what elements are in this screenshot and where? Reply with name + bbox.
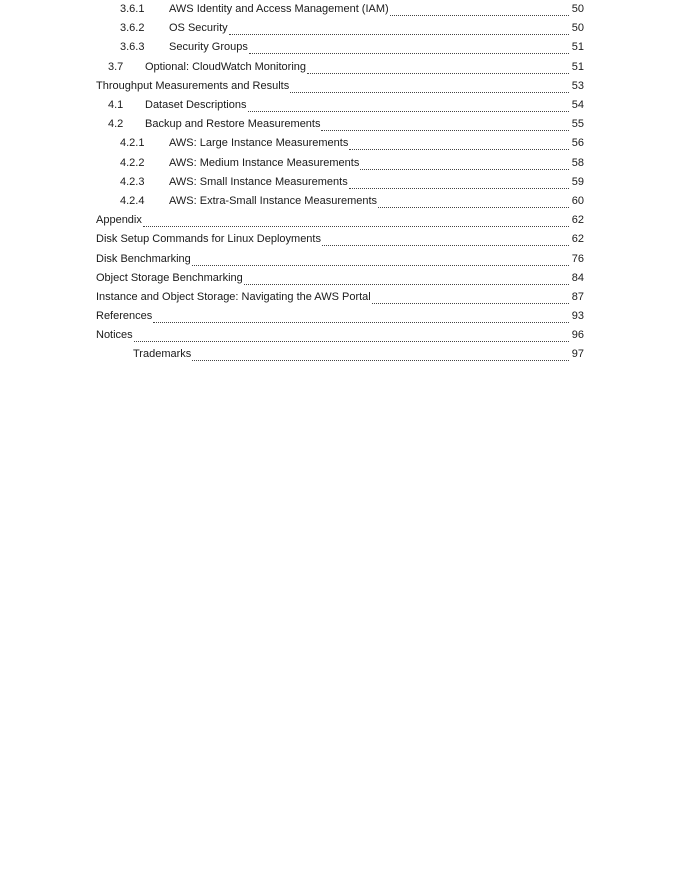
toc-entry[interactable] <box>96 326 584 345</box>
toc-entry[interactable] <box>96 345 584 364</box>
toc-entry[interactable] <box>96 211 584 230</box>
toc-entry-number: 4.2.1 <box>120 137 145 150</box>
toc-entry-number: 3.6.1 <box>120 3 145 16</box>
toc-entry[interactable] <box>96 0 584 19</box>
dot-leader <box>134 331 569 342</box>
dot-leader <box>244 274 569 285</box>
toc-entry-title: AWS: Extra-Small Instance Measurements <box>169 194 378 207</box>
toc-entry-title: Appendix <box>96 214 142 227</box>
toc-entry-page-number: 51 <box>571 60 584 73</box>
dot-leader <box>349 139 569 150</box>
dot-leader <box>229 24 569 35</box>
dot-leader <box>378 197 569 208</box>
dot-leader <box>349 178 569 189</box>
toc-entry-title: Object Storage Benchmarking <box>96 271 243 284</box>
toc-entry-page-number: 76 <box>571 252 584 265</box>
toc-entry-title: Disk Setup Commands for Linux Deployments <box>96 233 321 246</box>
toc-entry-page-number: 97 <box>571 348 584 361</box>
dot-leader <box>249 43 569 54</box>
dot-leader <box>390 5 569 16</box>
toc-entry-title: Notices <box>96 329 133 342</box>
toc-entry-number: 4.2.2 <box>120 156 145 169</box>
toc-entry-title: Optional: CloudWatch Monitoring <box>145 60 307 73</box>
toc-entry-title: Throughput Measurements and Results <box>96 79 290 92</box>
toc-entry-number: 4.1 <box>108 99 124 112</box>
dot-leader <box>192 350 569 361</box>
toc-entry-page-number: 50 <box>571 22 584 35</box>
toc-entry[interactable] <box>96 96 584 115</box>
toc-entry-title: Disk Benchmarking <box>96 252 191 265</box>
dot-leader <box>372 293 569 304</box>
toc-entry-page-number: 60 <box>571 194 584 207</box>
toc-entry-page-number: 50 <box>571 3 584 16</box>
toc-entry-page-number: 55 <box>571 118 584 131</box>
toc-entry-title: AWS: Small Instance Measurements <box>169 175 348 188</box>
toc-entry-number: 4.2.4 <box>120 194 145 207</box>
dot-leader <box>153 312 569 323</box>
toc-entry-page-number: 87 <box>571 290 584 303</box>
toc-entry-number: 4.2 <box>108 118 124 131</box>
toc-entry-page-number: 53 <box>571 79 584 92</box>
toc-entry-title: References <box>96 310 153 323</box>
toc-entry-page-number: 51 <box>571 41 584 54</box>
toc-entry[interactable] <box>96 154 584 173</box>
toc-entry-page-number: 96 <box>571 329 584 342</box>
dot-leader <box>307 63 569 74</box>
toc-entry[interactable] <box>96 269 584 288</box>
toc-entry[interactable] <box>96 58 584 77</box>
table-of-contents <box>96 0 584 365</box>
toc-entry-page-number: 58 <box>571 156 584 169</box>
dot-leader <box>322 235 569 246</box>
toc-entry-number: 3.7 <box>108 60 124 73</box>
dot-leader <box>248 101 570 112</box>
dot-leader <box>290 82 569 93</box>
toc-entry[interactable] <box>96 307 584 326</box>
toc-entry-title: AWS Identity and Access Management (IAM) <box>169 3 389 16</box>
toc-entry-title: Dataset Descriptions <box>145 99 247 112</box>
toc-entry-title: Backup and Restore Measurements <box>145 118 321 131</box>
toc-entry-number: 3.6.2 <box>120 22 145 35</box>
toc-entry-title: Instance and Object Storage: Navigating the AWS Portal <box>96 290 371 303</box>
toc-entry[interactable] <box>96 173 584 192</box>
dot-leader <box>321 120 569 131</box>
toc-entry[interactable] <box>96 77 584 96</box>
dot-leader <box>360 159 569 170</box>
toc-entry[interactable] <box>96 288 584 307</box>
toc-entry[interactable] <box>96 230 584 249</box>
toc-entry-page-number: 62 <box>571 214 584 227</box>
toc-entry-title: AWS: Medium Instance Measurements <box>169 156 360 169</box>
dot-leader <box>143 216 569 227</box>
toc-entry-title: AWS: Large Instance Measurements <box>169 137 349 150</box>
toc-entry[interactable] <box>96 19 584 38</box>
toc-entry[interactable] <box>96 115 584 134</box>
toc-entry[interactable] <box>96 38 584 57</box>
toc-entry-number: 4.2.3 <box>120 175 145 188</box>
toc-entry-page-number: 59 <box>571 175 584 188</box>
toc-entry[interactable] <box>96 134 584 153</box>
toc-entry-page-number: 62 <box>571 233 584 246</box>
dot-leader <box>192 255 569 266</box>
toc-entry-page-number: 56 <box>571 137 584 150</box>
toc-entry-number: 3.6.3 <box>120 41 145 54</box>
toc-entry-title: OS Security <box>169 22 228 35</box>
toc-entry-title: Security Groups <box>169 41 248 54</box>
toc-entry[interactable] <box>96 249 584 268</box>
toc-entry-page-number: 93 <box>571 310 584 323</box>
toc-entry[interactable] <box>96 192 584 211</box>
toc-entry-title: Trademarks <box>133 348 192 361</box>
toc-entry-page-number: 84 <box>571 271 584 284</box>
toc-entry-page-number: 54 <box>571 99 584 112</box>
